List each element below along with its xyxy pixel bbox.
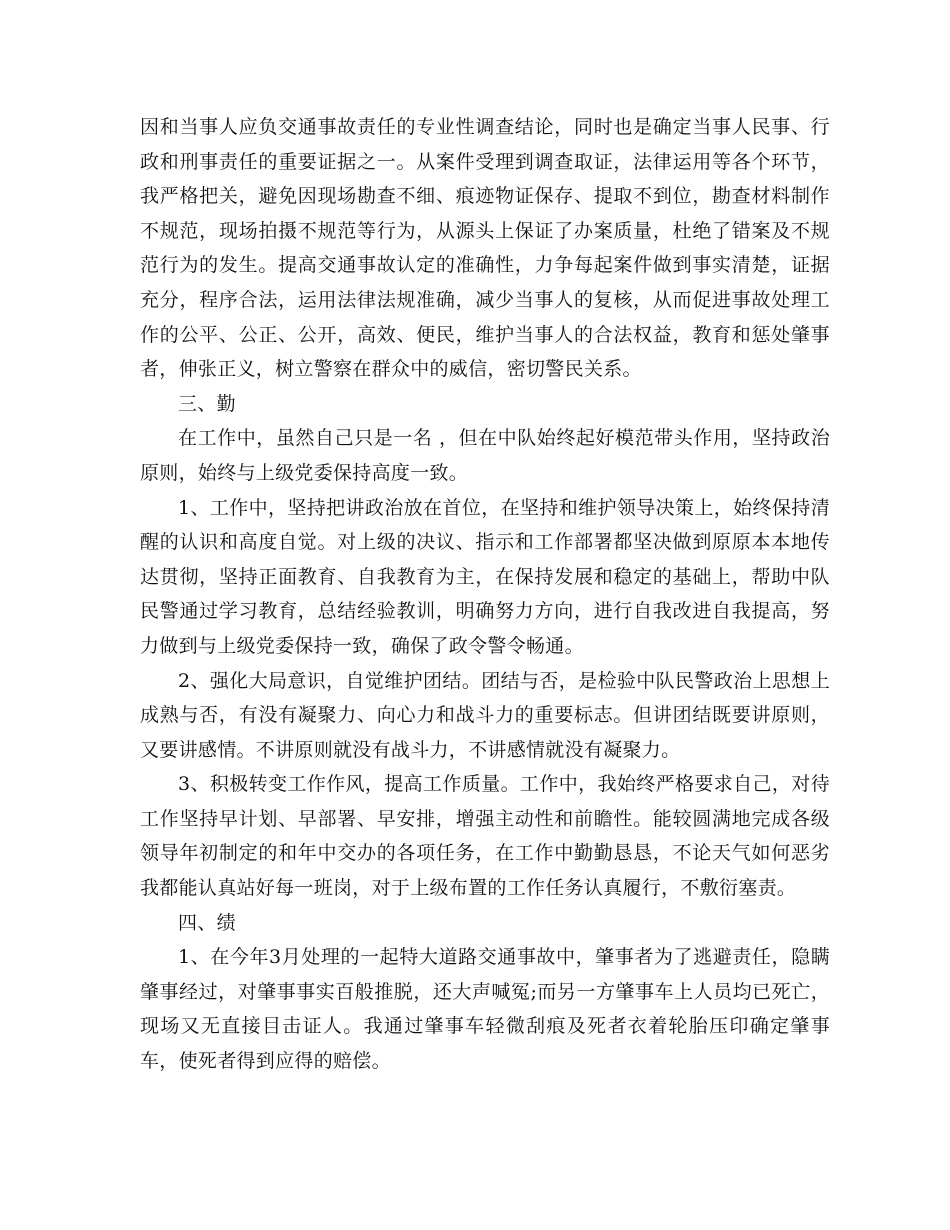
paragraph-1: 因和当事人应负交通事故责任的专业性调查结论，同时也是确定当事人民事、行政和刑事责任的重要证据之一。从案件受理到调查取证，法律运用等各个环节，我严格把关，避免因现场勘查不细、痕迹物证保存、提取不到位，勘查材料制作不规范，现场拍摄不规范等行为，从源头上保证了办案质量，杜绝了错案及不规范行为的发生。提高交通事故认定的准确性，力争每起案件做到事实清楚，证据充分，程序合法，运用法律法规准确，减少当事人的复核，从而促进事故处理工作的公平、公正、公开，高效、便民，维护当事人的合法权益，教育和惩处肇事者，伸张正义，树立警察在群众中的威信，密切警民关系。: [140, 116, 830, 381]
paragraph-3: 1、工作中，坚持把讲政治放在首位，在坚持和维护领导决策上，始终保持清醒的认识和高度自觉。对上级的决议、指示和工作部署都坚决做到原原本本地传达贯彻，坚持正面教育、自我教育为主，在保持发展和稳定的基础上，帮助中队民警通过学习教育，总结经验教训，明确努力方向，进行自我改进自我提高，努力做到与上级党委保持一致，确保了政令警令畅通。: [140, 496, 830, 657]
section-heading-ji: 四、绩: [178, 911, 236, 934]
paragraph-5: 3、积极转变工作作风，提高工作质量。工作中，我始终严格要求自己，对待工作坚持早计划、早部署、早安排，增强主动性和前瞻性。能较圆满地完成各级领导年初制定的和年中交办的各项任务，在工作中勤勤恳恳，不论天气如何恶劣我都能认真站好每一班岗，对于上级布置的工作任务认真履行，不敷衍塞责。: [140, 773, 830, 900]
paragraph-2: 在工作中，虽然自己只是一名 ，但在中队始终起好模范带头作用，坚持政治原则，始终与上级党委保持高度一致。: [140, 427, 830, 484]
section-heading-qin: 三、勤: [178, 392, 236, 415]
paragraph-6: 1、在今年3月处理的一起特大道路交通事故中，肇事者为了逃避责任，隐瞒肇事经过，对肇事事实百般推脱，还大声喊冤;而另一方肇事车上人员均已死亡，现场又无直接目击证人。我通过肇事车轻微刮痕及死者衣着轮胎压印确定肇事车，使死者得到应得的赔偿。: [140, 946, 830, 1073]
document-body: [140, 110, 830, 1079]
paragraph-4: 2、强化大局意识，自觉维护团结。团结与否，是检验中队民警政治上思想上成熟与否，有没有凝聚力、向心力和战斗力的重要标志。但讲团结既要讲原则，又要讲感情。不讲原则就没有战斗力，不讲感情就没有凝聚力。: [140, 669, 830, 761]
